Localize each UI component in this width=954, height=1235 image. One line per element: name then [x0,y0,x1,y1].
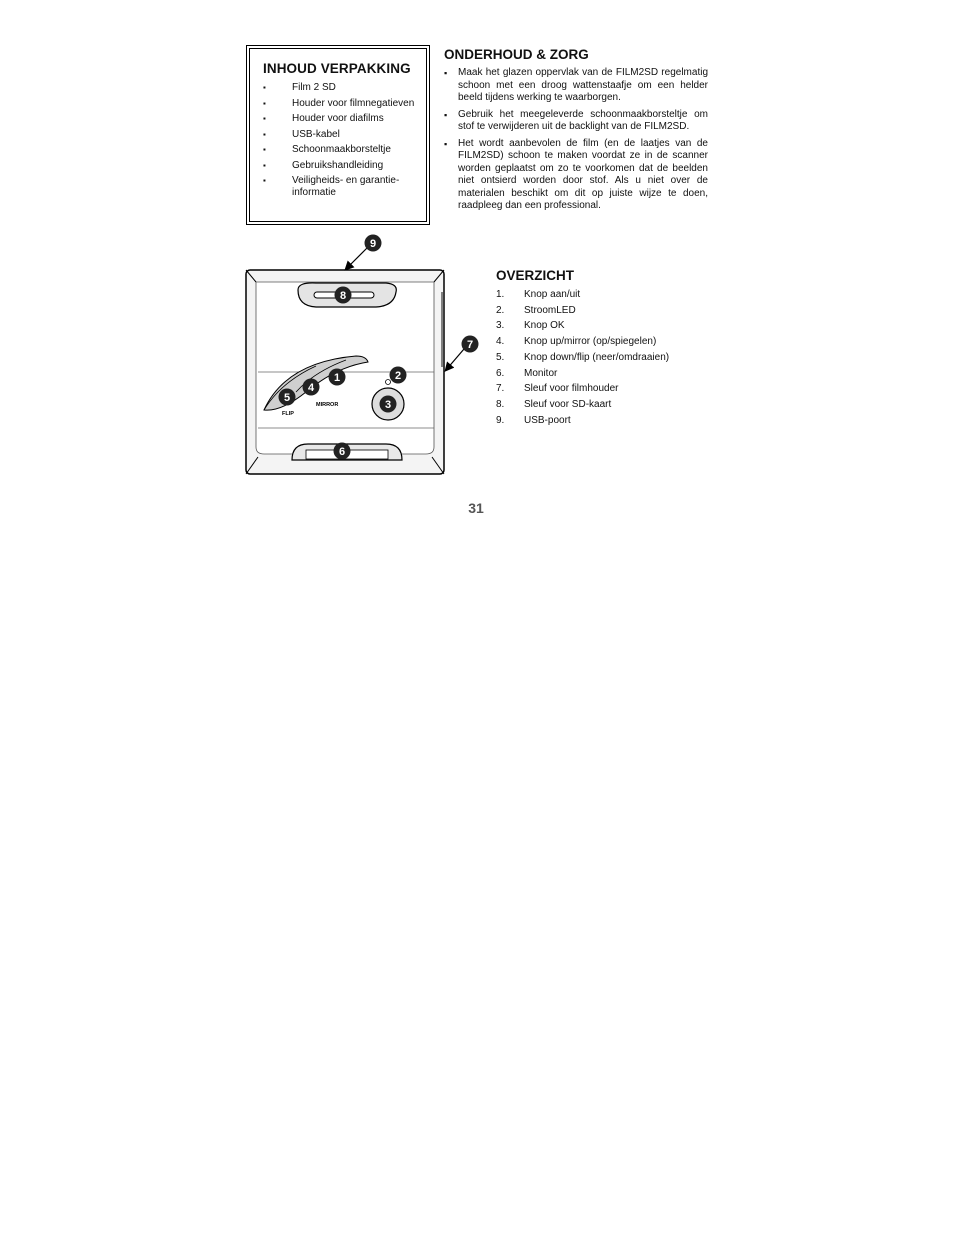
film-holder-arrow [446,349,464,370]
list-item: 5. Knop down/flip (neer/omdraaien) [496,351,670,363]
list-item: ▪ Veiligheids- en garantie-informatie [263,175,416,199]
list-item: 7. Sleuf voor filmhouder [496,383,619,395]
callout-3 [380,396,397,413]
list-item: ▪ Film 2 SD [263,82,416,94]
svg-text:1: 1 [333,372,341,384]
list-item: 2. StroomLED [496,304,576,316]
callout-1 [329,369,346,386]
care-section [444,47,708,217]
svg-text:2: 2 [394,370,402,382]
list-item: ▪ Gebruikshandleiding [263,160,416,172]
list-item: 1. Knop aan/uit [496,289,581,300]
list-item: ▪ Houder voor filmnegatieven [263,98,416,110]
list-item: ▪ Maak het glazen oppervlak van de FILM2SD regelmatig schoon met een droog wattenstaafje om een helder beeld tijdens werking te waarborgen. [444,67,708,105]
list-item: ▪ Het wordt aanbevolen de film (en de laatjes van de FILM2SD) schoon te maken voordat ze in de scanner worden geplaatst om zo te voorkomen dat de beelden niet ontsierd worden door stof. Als u niet over de materialen beschikt om dit op juiste wijze te doen, raadpleeg dan een professional. [444,138,708,213]
list-item: 8. Sleuf voor SD-kaart [496,398,612,410]
device-diagram [236,232,486,480]
package-contents-list [263,82,416,199]
power-led [386,380,391,385]
overview-section [496,268,726,428]
list-item: ▪ Gebruik het meegeleverde schoonmaakborsteltje om stof te verwijderen uit de backlight van de FILM2SD. [444,109,708,134]
callout-6 [334,443,351,460]
list-item: 3. Knop OK [496,320,565,332]
overview-title: OVERZICHT [496,268,575,283]
svg-text:5: 5 [283,392,291,404]
list-item: 6. Monitor [496,367,558,379]
callout-2 [390,367,407,384]
care-list [444,67,708,213]
package-contents-title: INHOUD VERPAKKING [263,61,411,76]
svg-text:3: 3 [384,399,392,411]
list-item: 4. Knop up/mirror (op/spiegelen) [496,336,657,348]
callout-4 [303,379,320,396]
list-item: ▪ USB-kabel [263,129,416,141]
svg-text:9: 9 [369,238,377,250]
list-item: ▪ Schoonmaakborsteltje [263,144,416,156]
care-title: ONDERHOUD & ZORG [444,47,589,62]
svg-text:7: 7 [466,339,474,351]
package-contents-box [246,45,430,225]
list-item: 9. USB-poort [496,414,571,426]
list-item: ▪ Houder voor diafilms [263,113,416,125]
package-contents-inner [249,48,427,222]
svg-text:4: 4 [307,382,315,394]
callout-5 [279,389,296,406]
flip-label: FLIP [282,411,294,417]
page-number: 31 [468,500,484,516]
mirror-label: MIRROR [316,402,339,408]
callout-9 [365,235,382,252]
usb-port-arrow [346,247,368,269]
callout-7 [462,336,479,353]
callout-8 [335,287,352,304]
overview-list [496,287,726,428]
svg-text:8: 8 [339,290,347,302]
svg-text:6: 6 [338,446,346,458]
